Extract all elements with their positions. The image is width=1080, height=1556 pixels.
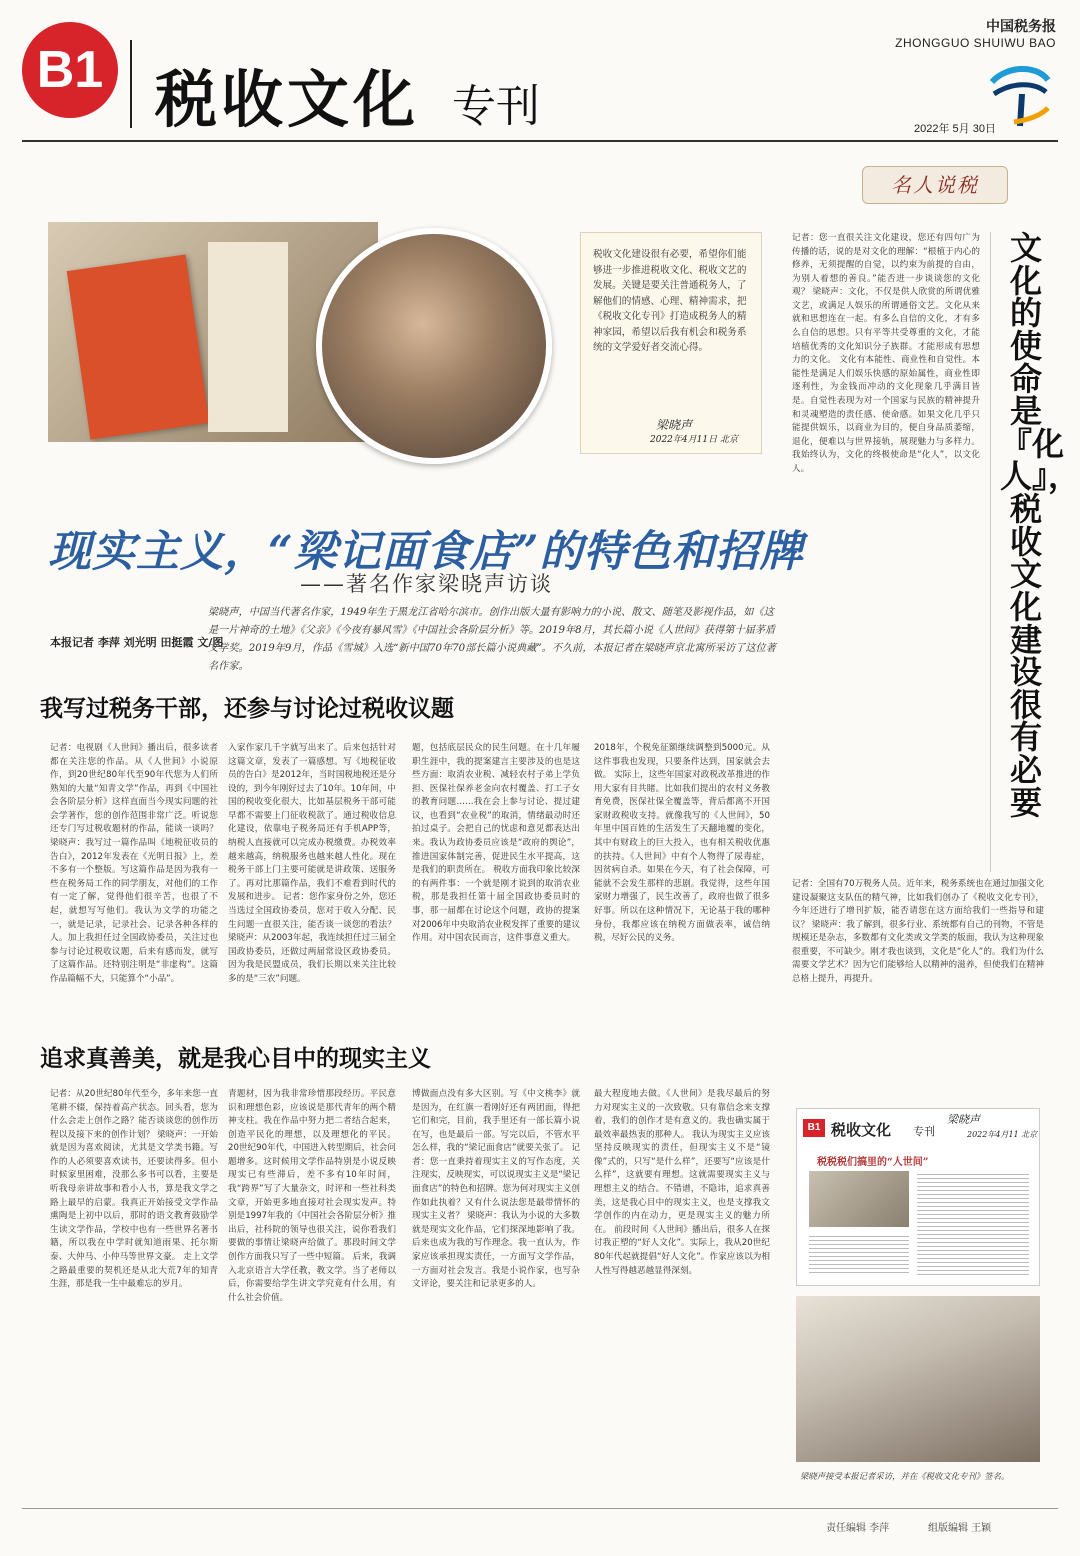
interview-photo (796, 1296, 1040, 1462)
sec2-column-2: 青题材，因为我非常珍惜那段经历。平民意识和理想色彩，应该说是那代青年的两个精神支柱。我在作品中努力把二者结合起来，创造平民化的理想，以及理想化的平民。 20世纪90年代，中国进入转型期后，社会问题增多。这时候用文学作品特别是小说反映现实已有些滞后，差不多有10年时间，我“跨界”写了大量杂文，时评和一些社科类文章，开始更多地直接对社会现实发声。特别是1997年我的《中国社会各阶层分析》推出后，社科院的领导也很关注，说你看我们要做的事情让梁晓声给做了。那段时间文学创作方面我只写了一些中短篇。 后来，我调入北京语言大学任教，教文学。当了老师以后，你需要给学生讲文学究竟有什么用，有什么社会价值。 (228, 1089, 396, 1303)
footer-designer: 组版编辑 王颖 (928, 1523, 992, 1534)
vertical-title: 文化的使命是『化人』，税收文化建设很有必要 (1000, 229, 1080, 822)
thumb-title: 税收文化 (831, 1121, 892, 1139)
newspaper-thumbnail (796, 1108, 1040, 1286)
note-signature: 梁晓声 (656, 418, 693, 432)
sec1-column-4: 2018年，个税免征额继续调整到5000元。从这件事我也发现，只要条件达到，国家就会去做。 实际上，这些年国家对政税改革推进的作用大家有目共睹。比如我们提出的农村义务教育免费，医保社保全覆盖等，背后都离不开国家财政税收支持。就像我写的《人世间》，50年里中国百姓的生活发生了天翻地覆的变化，其中有财政上的巨大投入，也有相关税收优惠的扶持。《人世间》中有个人物得了尿毒症，因贫病自杀。如果在今天，有了社会保障，可能就不会发生那样的悲剧。我觉得，这些年国家财力增强了，民生改善了，政府也做了很多好事。所以在这种情况下，无论基于我的哪种身份，我都应该在纳税方面做表率，诚信纳税，尽好公民的义务。 (594, 743, 770, 944)
publish-date: 2022年 5月 30日 (914, 123, 996, 135)
thumb-text-lines (917, 1171, 1029, 1275)
photo-caption: 梁晓声接受本报记者采访，并在《税收文化专刊》签名。 (800, 1471, 1010, 1481)
masthead-rule (130, 40, 132, 128)
thumb-signature: 梁晓声 (947, 1113, 980, 1126)
handwritten-note: 税收文化建设很有必要，希望你们能够进一步推进税收文化、税收文艺的发展。关键是要关注普通税务人，了解他们的情感、心理、精神需求，把《税收文化专刊》打造成税务人的精神家园，希望以后我有机会和税务系统的文学爱好者交流心得。 (580, 232, 762, 454)
book-stack (208, 242, 288, 432)
footer-editor: 责任编辑 李萍 (826, 1523, 890, 1534)
paper-name: 中国税务报 (986, 19, 1056, 35)
right-column-1: 记者：您一直很关注文化建设，您还有四句广为传播的话，说的是对文化的理解：“根植于内心的修养，无须提醒的自觉，以约束为前提的自由，为别人着想的善良。”能否进一步谈谈您的文化观？ 梁晓声：文化，不仅是供人欣赏的所谓优雅文艺，或满足人娱乐的所谓通俗文艺。文化从来就和思想连在一起。有多么自信的文化，才有多么自信的思想。只有平等共受尊重的文化，才能培植优秀的文化知识分子族群。才能形成有思想力的文化。 文化有本能性、商业性和自觉性。本能性是满足人们娱乐快感的原始属性，商业性即逐利性，为金钱而冲动的文化现象几乎满目皆是。自觉性表现为对一个国家与民族的精神提升和灵魂塑造的责任感、使命感。如果文化几乎只能提供娱乐，以商业为目的，便自身品质萎缩，退化，便难以与世界接轨，展现魅力与多样力。 我始终认为，文化的终极使命是“化人”，以文化人。 (792, 233, 980, 474)
sec2-column-1: 记者：从20世纪80年代至今，多年来您一直笔耕不辍，保持着高产状态。回头看，您为什么会走上创作之路？能否谈谈您的创作历程以及接下来的创作计划？ 梁晓声：一开始就是因为喜欢阅读，尤其是文学类书籍。写作的人必须要喜欢读书，还要读得多。但小时候家里困难，没那么多书可以看，主要是听我母亲讲故事和看小人书，算是我文学之路上最早的启蒙。我真正开始接受文学作品熏陶是上初中以后，那时的语文教育鼓励学生读文学作品，学校中也有一些世界名著书籍，所以我在中学时就知道雨果、托尔斯泰、大仲马、小仲马等世界文豪。 走上文学之路最重要的契机还是从北大荒7年的知青生涯，那是我一生中最难忘的岁月。 (50, 1089, 218, 1290)
article-headline: 现实主义，“梁记面食店”的特色和招牌 (48, 527, 804, 577)
section-heading-2: 追求真善美，就是我心目中的现实主义 (40, 1046, 431, 1072)
section-heading-1: 我写过税务干部，还参与讨论过税收议题 (40, 696, 454, 722)
thumb-page-code: B1 (803, 1119, 825, 1137)
thumb-photo (809, 1171, 909, 1227)
article-intro: 梁晓声，中国当代著名作家，1949年生于黑龙江省哈尔滨市。创作出版大量有影响力的小说、散文、随笔及影视作品，如《这是一片神奇的土地》《父亲》《今夜有暴风雪》《中国社会各阶层分析》等。2019年8月，其长篇小说《人世间》获得第十届茅盾文学奖。2019年9月，作品《雪城》入选“新中国70年70部长篇小说典藏”。不久前，本报记者在梁晓声京北寓所采访了这位著名作家。 (208, 607, 776, 672)
thumb-headline: 税税税们搞里的“人世间” (817, 1157, 929, 1168)
sec1-column-3: 题，包括底层民众的民生问题。在十几年履职生涯中，我的提案建言主要涉及的也是这些方面：取消农业税、减轻农村子弟上学负担、医保社保养老金向农村覆盖、打工子女的教育问题……我在会上参与讨论、提过建议，也看到“农业税”的取消，情绪最动时还拍过桌子。会把自己的忧虑和意见都表达出来。我认为政协委员应该是“政府的舆论”，推进国家体制完善，促进民生水平提高，这是我们的职责所在。 税收方面我印象比较深的有两件事：一个就是刚才说到的取消农业税，那是我担任第十届全国政协委员时的事，那一届都在讨论这个问题，政协的提案对2006年中央取消农业税发挥了重要的建议作用。对中国农民而言，这件事意义重大。 (412, 743, 580, 944)
article-subhead: ——著名作家梁晓声访谈 (300, 572, 553, 596)
sec2-column-4: 最大程度地去做。《人世间》是我尽最后的努力对现实主义的一次致敬。只有靠信念来支撑着，我们的创作才是有意义的。我也确实属于最效率最热衷的那种人。 我认为现实主义应该坚持反映现实的责任，但现实主义不是“镜像”式的，只写“是什么样”，还要写“应该是什么样”，这就要有理想。这就需要现实主义与理想主义的结合。不错谱，不隐讳，追求真善美，这是我心目中的现实主义，也是支撑我文学创作的内在动力，更是现实主义的魅力所在。 前段时间《人世间》播出后，很多人在探讨我正塑的“好人文化”。实际上，我从20世纪80年代起就提倡“好人文化”。作家应该以为相人性写得越恶越显得深刻。 (594, 1089, 770, 1276)
book-cover (67, 254, 209, 439)
note-date: 2022年4月11日 北京 (650, 435, 738, 445)
right-column-2: 记者：全国有70万税务人员。近年来，税务系统也在通过加强文化建设凝聚这支队伍的精气神，比如我们创办了《税收文化专刊》，今年还进行了增刊扩版，能否请您在这方面给我们一些指导和建议？ 梁晓声：我了解到，很多行业、系统都有自己的刊物，不管是规模还是杂志，多数都有文化类或文学类的版面，我认为这种现象很重要，不可缺少。刚才我也谈到，文化是“化人”的。我们为什么需要文学艺术？因为它们能够给人以精神的滋养，但使我们在精神总格上提升，再提升。 (792, 879, 1044, 985)
sec1-column-2: 入家作家几千字就写出来了。后来包括针对这篇文章，发表了一篇感想。写《地税征收员的告白》是2012年，当时国税地税还是分设的，到今年刚好过去了10年。10年间，中国的税收变化很大，比如基层税务干部可能早都不需要上门征收税款了。通过税收信息化建设，依靠电子税务局还有手机APP等，纳税人直接就可以完成办税缴费。办税效率越来越高，纳税服务也越来越人性化。现在税务干部上门主要可能就是讲政策、送服务了。再对比那篇作品，我们不难看到时代的发展和进步。 记者：您作家身份之外，您还当选过全国政协委员，您对于收入分配、民生问题一直很关注，能否谈一谈您的看法？ 梁晓声：从2003年起，我连续担任过三届全国政协委员，还做过两届常设区政协委员。因为我是民盟成员，我们长期以来关注比较多的是“三农”问题。 (228, 743, 396, 984)
article-byline: 本报记者 李萍 刘光明 田挺霞 文/图 (50, 636, 224, 649)
section-title: 税收文化 (155, 63, 420, 136)
footer-divider (22, 1508, 1058, 1509)
header-divider (22, 140, 1058, 142)
thumb-suffix: 专刊 (913, 1125, 935, 1138)
page-badge: B1 (22, 22, 118, 118)
paper-pinyin: ZHONGGUO SHUIWU BAO (895, 36, 1056, 50)
thumb-sign-date: 2022年4月11 北京 (967, 1130, 1038, 1139)
column-badge: 名人说税 (862, 166, 1008, 204)
thumb-text-lines-2 (809, 1233, 909, 1275)
author-portrait (316, 228, 552, 464)
sec1-column-1: 记者：电视剧《人世间》播出后，很多读者都在关注您的作品。从《人世间》小说原作，到20世纪80年代至90年代您为人们所熟知的大量“知青文学”作品，再到《中国社会各阶层分析》这样直面当今现实问题的社会学著作，您的创作范围非常广泛。听说您还专门写过税收题材的作品，能谈一谈吗？ 梁晓声：我写过一篇作品叫《地税征收员的告白》，2012年发表在《光明日报》上，差不多有一个整版。写这篇作品是因为我有一些在税务局工作的同学朋友，对他们的工作有一定了解，觉得他们很辛苦，也很了不起，就想写写他们。我认为文学的功能之一，就是记录，记录社会、记录各种各样的人。加上我担任过全国政协委员，关注过也参与讨论过税收议题，后来有感而发，就写了这篇作品。还特别注明是“非虚构”。这篇作品篇幅不大，只能算个“小品”。 (50, 743, 218, 984)
section-suffix: 专刊 (452, 81, 540, 132)
vertical-divider (990, 232, 991, 872)
sec2-column-3: 博做面点没有多大区别。写《中文桃李》就是因为，在红旗一看刚好还有两团面，得把它们和完，目前，我手里还有一部长篇小说在写，也是最后一部。写完以后，不管水平怎么样，我的“梁记面食店”就要关张了。 记者：您一直秉持着现实主义的写作态度，关注现实，反映现实，可以说现实主义是“梁记面食店”的特色和招牌。您为何对现实主义创作如此执着？又有什么说法您是最带情怀的现实主义者？ 梁晓声：我认为小说的大多数就是现实文化作品，它们探深地影响了我。后来也成为我的写作理念。我一直认为，作家应该承担现实责任，一方面写文学作品，一方面对社会发言。我是小说作家，也写杂文评论，要关注和记录更多的人。 (412, 1089, 580, 1290)
